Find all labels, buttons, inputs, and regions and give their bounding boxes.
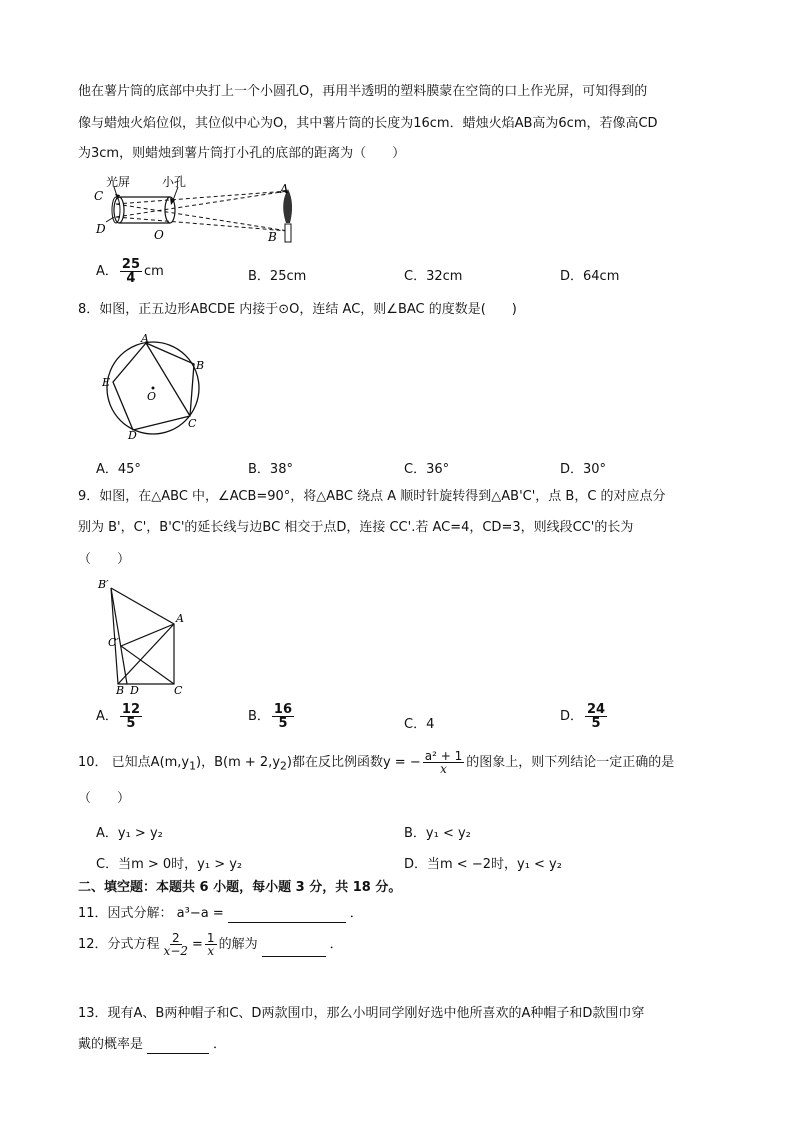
segment-b-a xyxy=(118,624,174,684)
q9-option-d-fraction: $\frac{24}{5}$ xyxy=(587,702,606,731)
q9-option-a[interactable]: A． $\frac{12}{5}$ xyxy=(96,702,140,731)
q8-text: 8．如图，正五边形ABCDE 内接于⊙O，连结 AC，则∠BAC 的度数是( ) xyxy=(78,302,517,317)
label-e: E xyxy=(102,376,111,389)
q7-line-3: 为3cm，则蜡烛到薯片筒打小孔的底部的距离为（ ） xyxy=(78,146,406,161)
q10-function-fraction: $\frac{\text{a² + 1}}{x}$ xyxy=(424,749,463,776)
q10-line-1: 10． 已知点$A(m,y_1)$，$B(m + 2,y_2)$都在反比例函数y = − $\frac{\text{a² + 1}}{x}$ 的图象上，则下列结论一定正确的是 xyxy=(78,749,675,776)
q8-option-a[interactable]: A．45° xyxy=(96,462,141,477)
q9-option-a-fraction: $\frac{12}{5}$ xyxy=(121,702,140,731)
q7-line-1: 他在薯片筒的底部中央打上一个小圆孔O，再用半透明的塑料膜蒙在空筒的口上作光屏，可知得到的 xyxy=(78,84,648,99)
ray-lower xyxy=(116,217,288,231)
q9-option-c[interactable]: C．4 xyxy=(404,717,435,732)
q7-line-2: 像与蜡烛火焰位似，其位似中心为O，其中薯片筒的长度为16cm．蜡烛火焰AB高为6cm，若像高CD xyxy=(78,116,658,131)
q10-option-c[interactable]: C．当m > 0时，y₁ > y₂ xyxy=(96,857,243,872)
q7-option-d[interactable]: D．64cm xyxy=(560,269,620,284)
segment-cp-a xyxy=(121,624,174,646)
point-c-label: C xyxy=(94,189,104,203)
label-d: D xyxy=(128,429,137,442)
rotation-triangle-figure xyxy=(96,576,196,696)
pentagon-circle-figure xyxy=(96,332,214,444)
outline xyxy=(111,588,174,684)
label-c: C xyxy=(174,684,183,696)
ray-cross-1 xyxy=(116,204,288,231)
q10-option-b[interactable]: B．y₁ < y₂ xyxy=(404,826,471,841)
q10-option-a[interactable]: A．y₁ > y₂ xyxy=(96,826,163,841)
point-b-label: B xyxy=(268,230,277,244)
q13-answer-blank[interactable] xyxy=(147,1039,209,1054)
label-c-prime: C′ xyxy=(108,636,119,649)
q9-line-1: 9．如图，在△ABC 中，∠ACB=90°，将△ABC 绕点 A 顺时针旋转得到△AB'C'，点 B，C 的对应点分 xyxy=(78,489,666,504)
q9-option-b-fraction: $\frac{16}{5}$ xyxy=(273,702,293,731)
ray-cross-2 xyxy=(116,191,288,217)
q10-line-2: （ ） xyxy=(78,791,131,806)
q8-option-d[interactable]: D．30° xyxy=(560,462,607,477)
q9-line-3: （ ） xyxy=(78,552,131,567)
label-b-prime: B′ xyxy=(98,578,109,591)
label-b: B xyxy=(116,684,125,696)
point-a-label: A xyxy=(280,182,289,196)
q12-fraction-1: $\frac{2}{x-2}$ xyxy=(163,931,189,958)
q13-line-1: 13．现有A、B两种帽子和C、D两款围巾，那么小明同学刚好选中他所喜欢的A种帽子和D款围巾穿 xyxy=(78,1006,645,1021)
point-o-label: O xyxy=(154,228,164,242)
q8-option-b[interactable]: B．38° xyxy=(248,462,293,477)
q11-text: 11．因式分解： a³−a = ． xyxy=(78,906,363,921)
label-o: O xyxy=(147,390,157,403)
q8-option-c[interactable]: C．36° xyxy=(404,462,450,477)
q7-option-b[interactable]: B．25cm xyxy=(248,269,307,284)
q11-answer-blank[interactable] xyxy=(228,908,346,923)
label-c: C xyxy=(188,417,197,430)
q10-option-d[interactable]: D．当m < −2时，y₁ < y₂ xyxy=(404,857,562,872)
section-2-heading: 二、填空题：本题共 6 小题，每小题 3 分，共 18 分。 xyxy=(78,880,402,895)
label-a: A xyxy=(176,612,184,625)
q9-option-d[interactable]: D． $\frac{24}{5}$ xyxy=(560,702,606,731)
candle-body xyxy=(285,224,291,242)
q12-text: 12．分式方程 $\frac{2}{x-2}$ = $\frac{1}{x}$ 的解为 ． xyxy=(78,931,343,958)
q7-option-c[interactable]: C．32cm xyxy=(404,269,463,284)
point-d-label: D xyxy=(96,222,106,236)
q9-line-2: 别为 B'，C'，B'C'的延长线与边BC 相交于点D，连接 CC'.若 AC=4，CD=3，则线段CC'的长为 xyxy=(78,520,634,535)
q9-option-b[interactable]: B． $\frac{16}{5}$ xyxy=(248,702,293,731)
label-a: A xyxy=(141,332,149,345)
hole-label: 小孔 xyxy=(162,175,187,189)
q7-option-a[interactable]: A． $\frac{25}{4}$ cm xyxy=(96,257,164,286)
label-b: B xyxy=(196,359,205,372)
q12-fraction-2: $\frac{1}{x}$ xyxy=(206,931,215,958)
pinhole-camera-figure xyxy=(92,175,312,245)
q12-answer-blank[interactable] xyxy=(262,942,326,957)
q13-line-2: 戴的概率是 ． xyxy=(78,1037,227,1052)
label-d: D xyxy=(130,684,139,696)
q7-option-a-fraction: $\frac{25}{4}$ xyxy=(121,257,140,286)
screen-label: 光屏 xyxy=(106,175,131,189)
